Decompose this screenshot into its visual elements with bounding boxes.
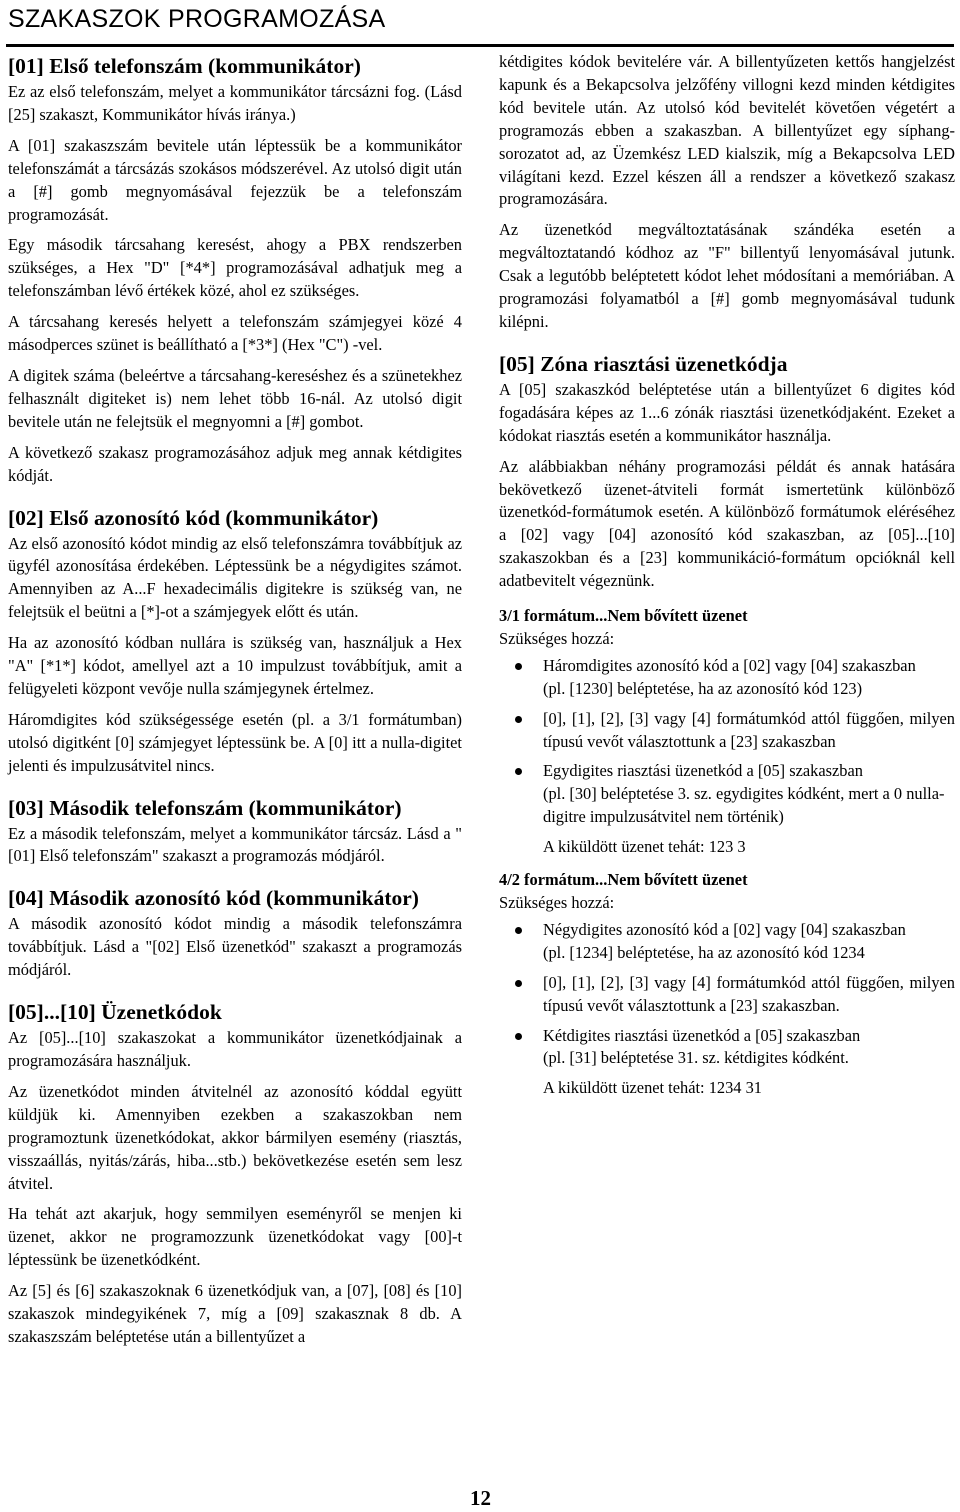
list-item-text: Négydigites azonosító kód a [02] vagy [04] szakaszban — [543, 919, 906, 939]
header-divider — [6, 44, 954, 47]
section-05-10-heading: [05]...[10] Üzenetkódok — [8, 1000, 222, 1025]
list-item-note: (pl. [31] beléptetése 31. sz. kétdigites kódként. — [543, 1048, 849, 1068]
page-header-title: SZAKASZOK PROGRAMOZÁSA — [8, 5, 386, 33]
list-item-text: [0], [1], [2], [3] vagy [4] formátumkód attól függően, milyen típusú vevőt választottunk a [23] szakaszban. — [543, 972, 955, 1015]
continued-paragraph: Az üzenetkód megváltoztatásának szándéka esetén a megváltoztatandó kódhoz az "F" billentyű lenyomásával jutunk. Csak a legutóbb beléptetett kódot lehet módosítani a memóriában. A programozási folyamatból a [#] gomb megnyomásával tudunk kilépni. — [499, 220, 955, 331]
section-04-heading: [04] Második azonosító kód (kommunikátor) — [8, 886, 419, 911]
section-05-zone-heading: [05] Zóna riasztási üzenetkódja — [499, 351, 788, 376]
section-02-paragraph: Háromdigites kód szükségessége esetén (pl. a 3/1 formátumban) utolsó digitként [0] számjegyet léptessünk be. A [0] itt a nulla-digitet jelenti és impulzusátvitel nincs. — [8, 709, 462, 775]
bullet-icon — [515, 980, 522, 987]
section-01-paragraph: Ez az első telefonszám, melyet a kommunikátor tárcsázni fog. (Lásd [25] szakaszt, Kommunikátor hívás iránya.) — [8, 82, 462, 124]
section-05-10-paragraph: Az [5] és [6] szakaszoknak 6 üzenetkódjuk van, a [07], [08] és [10] szakaszok mindegyikének 7, míg a [09] szakasznak 8 db. A szakaszszám beléptetése után a billentyűzet a — [8, 1281, 462, 1346]
format-3-1-heading: 3/1 formátum...Nem bővített üzenet — [499, 606, 748, 626]
section-01-paragraph: Egy második tárcsahang keresést, ahogy a PBX rendszerben szükséges, a Hex "D" [*4*] programozásával adhatjuk meg a telefonszámban lévő értékek közé, ahol ez szükséges. — [8, 235, 462, 301]
section-05-10-paragraph: Az üzenetkódot minden átvitelnél az azonosító kóddal együtt küldjük ki. Amennyiben ezekben a szakaszokban nem programoztunk üzenetkódokat, akkor bármilyen esemény (riasztás, visszaállás, nyitás/zárás, hiba...stb.) bekövetkezése esetén sem lesz átvitel. — [8, 1081, 462, 1193]
list-item-text: Kétdigites riasztási üzenetkód a [05] szakaszban — [543, 1025, 861, 1045]
section-03-paragraph: Ez a második telefonszám, melyet a kommunikátor tárcsáz. Lásd a "[01] Első telefonszám" szakaszt a programozás módjáról. — [8, 823, 462, 866]
list-item-note: (pl. [1234] beléptetése, ha az azonosító kód 1234 — [543, 942, 865, 962]
list-item — [499, 655, 955, 701]
bullet-icon — [515, 716, 522, 723]
bullet-icon — [515, 927, 522, 934]
section-02-paragraph: Ha az azonosító kódban nullára is szükség van, használjuk a Hex "A" [*1*] kódot, amellyel azt a 10 impulzust továbbítjuk, amit a felügyeleti központ vevője nulla számjegynek értelmez. — [8, 633, 462, 698]
section-05-zone-paragraph: Az alábbiakban néhány programozási példát és annak hatására bekövetkező üzenet-átviteli formát ismertetünk különböző üzenetkód-formátumok esetén. A különböző formátumok eléréséhez a [02] vagy [04] azonosító kód szakaszban, az [05]...[10] szakaszokban és a [23] kommunikáció-formátum opcióknál kell adatbevitelt végeznünk. — [499, 456, 955, 591]
section-05-10-paragraph: Ha tehát azt akarjuk, hogy semmilyen eseményről se menjen ki üzenet, akkor ne programozzunk üzenetkódokat vagy [00]-t léptessünk be üzenetkódként. — [8, 1204, 462, 1270]
bullet-icon — [515, 1033, 522, 1040]
list-item — [499, 708, 955, 754]
page-number: 12 — [470, 1486, 491, 1510]
list-item-text: [0], [1], [2], [3] vagy [4] formátumkód attól függően, milyen típusú vevőt választottunk a [23] szakaszban — [543, 708, 955, 751]
section-01-heading: [01] Első telefonszám (kommunikátor) — [8, 54, 361, 78]
section-05-10-paragraph: Az [05]...[10] szakaszokat a kommunikátor üzenetkódjainak a programozására használjuk. — [8, 1028, 462, 1070]
bullet-icon — [515, 768, 522, 775]
list-item-text: Háromdigites azonosító kód a [02] vagy [04] szakaszban — [543, 655, 916, 675]
section-01-paragraph: A tárcsahang keresés helyett a telefonszám számjegyei közé 4 másodperces szünet is beállítható a [*3*] (Hex "C") -vel. — [8, 312, 462, 355]
format-4-2-heading: 4/2 formátum...Nem bővített üzenet — [499, 870, 748, 890]
list-item-text: Egydigites riasztási üzenetkód a [05] szakaszban — [543, 761, 863, 781]
left-column — [8, 54, 462, 1357]
list-item — [499, 972, 955, 1018]
section-04-paragraph: A második azonosító kódot mindig a második telefonszámra továbbítjuk. Lásd a "[02] Első üzenetkód" szakaszt a programozás módjáról. — [8, 914, 462, 980]
section-01-paragraph: A következő szakasz programozásához adjuk meg annak kétdigites kódját. — [8, 442, 462, 485]
list-item-note: (pl. [30] beléptetése 3. sz. egydigites kódként, mert a 0 nulla-digitre impulzusátvitel nem történik) — [543, 784, 945, 827]
continued-paragraph: kétdigites kódok bevitelére vár. A billentyűzeten kettős hangjelzést kapunk és a Bekapcsolva jelzőfény villogni kezd minden kétdigites kód bevitele után. Az utolsó kód bevitelét követően végetért a programozás ebben a szakaszban. A billentyűzet egy síphang-sorozatot ad, az Üzemkész LED kialszik, míg a Bekapcsolva LED világítani kezd. Ezzel készen áll a rendszer a következő szakasz programozására. — [499, 52, 955, 209]
list-item-note: (pl. [1230] beléptetése, ha az azonosító kód 123) — [543, 678, 863, 698]
section-01-paragraph: A digitek száma (beleértve a tárcsahang-kereséshez és a szünetekhez felhasznált digiteket is) nem lehet több 16-nál. Az utolsó digit bevitele után ne felejtsük el megnyomni a [#] gombot. — [8, 365, 462, 431]
section-05-zone-paragraph: A [05] szakaszkód beléptetése után a billentyűzet 6 digites kód fogadására képes az 1...6 zónák riasztási üzenetkódjaként. Ezeket a kódokat riasztás esetén a kommunikátor használja. — [499, 379, 955, 445]
list-item — [499, 760, 955, 829]
section-01-paragraph: A [01] szakaszszám bevitele után léptessük be a kommunikátor telefonszámát a tárcsázás szokásos módszerével. Az utolsó digit után a [#] gomb megnyomásával fejezzük be a telefonszám programozását. — [8, 135, 462, 224]
section-02-heading: [02] Első azonosító kód (kommunikátor) — [8, 505, 379, 530]
bullet-icon — [515, 663, 522, 670]
right-column — [499, 51, 955, 1110]
list-item — [499, 1025, 955, 1071]
format-3-1-result: A kiküldött üzenet tehát: 123 3 — [543, 837, 746, 857]
format-3-1-list — [499, 655, 955, 829]
section-03-heading: [03] Második telefonszám (kommunikátor) — [8, 795, 402, 820]
section-02-paragraph: Az első azonosító kódot mindig az első telefonszámra továbbítjuk az ügyfél azonosítása érdekében. Léptessünk be a négydigites számot. Amennyiben az A...F hexadecimális digitekre is szükség van, ne felejtsük el beütni a [*]-ot a számjegyek előtt és után. — [8, 533, 462, 622]
format-4-2-requirements-label: Szükséges hozzá: — [499, 893, 615, 912]
format-4-2-result: A kiküldött üzenet tehát: 1234 31 — [543, 1078, 762, 1098]
format-3-1-requirements-label: Szükséges hozzá: — [499, 628, 615, 648]
format-4-2-list — [499, 919, 955, 1070]
list-item — [499, 919, 955, 965]
